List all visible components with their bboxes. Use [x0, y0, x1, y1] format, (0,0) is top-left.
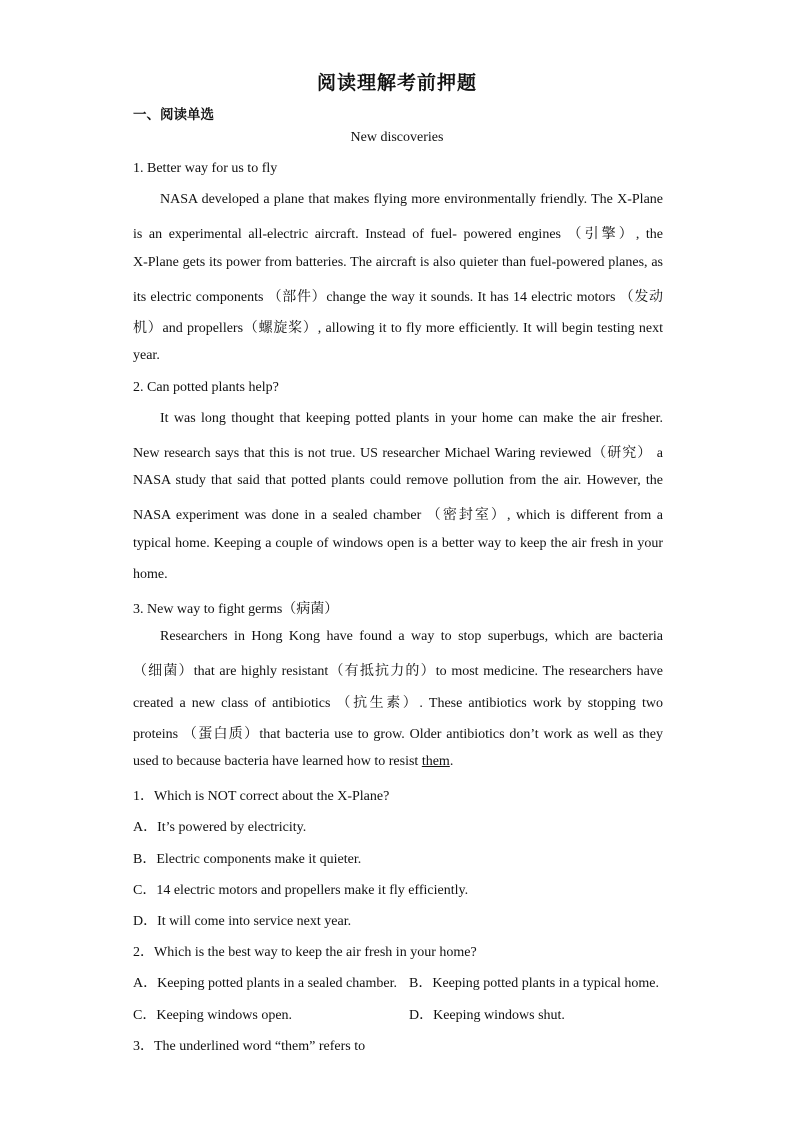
passage-3-line: proteins （蛋白质）that bacteria use to grow. Older antibiotics don’t work as well as they: [133, 727, 663, 742]
passage-3-line: Researchers in Hong Kong have found a way to stop superbugs, which are bacteria: [160, 629, 663, 644]
passage-1-line: year.: [133, 348, 160, 363]
passage-title: New discoveries: [350, 130, 444, 145]
passage-1-line: NASA developed a plane that makes flying more environmentally friendly. The X-Plane: [160, 192, 663, 207]
question-stem-2: 2．Which is the best way to keep the air fresh in your home?: [133, 945, 477, 960]
passage-1-line: is an experimental all-electric aircraft. Instead of fuel- powered engines （引擎）, the: [133, 227, 663, 242]
section-heading: 一、阅读单选: [133, 107, 214, 123]
passage-2-line: NASA study that said that potted plants could remove pollution from the air. However, the: [133, 473, 663, 488]
question-2-option-a[interactable]: A．Keeping potted plants in a sealed chamber.: [133, 976, 397, 991]
question-1-option-d[interactable]: D．It will come into service next year.: [133, 914, 352, 929]
question-stem-1: 1．Which is NOT correct about the X-Plane?: [133, 789, 390, 804]
passage-2-line: NASA experiment was done in a sealed chamber （密封室）, which is different from a: [133, 508, 663, 523]
underlined-word: them: [421, 754, 450, 769]
passage-1-line: X-Plane gets its power from batteries. The aircraft is also quieter than fuel-powered planes, as: [133, 255, 663, 270]
passage-3-period: .: [449, 754, 454, 769]
passage-heading-3: 3. New way to fight germs（病菌）: [133, 602, 339, 617]
passage-2-line: New research says that this is not true. US researcher Michael Waring reviewed（研究） a: [133, 446, 663, 461]
passage-3-text: used to because bacteria have learned how to resist: [133, 754, 422, 769]
passage-2-line: It was long thought that keeping potted plants in your home can make the air fresher.: [160, 411, 663, 426]
question-stem-3: 3．The underlined word “them” refers to: [133, 1039, 366, 1054]
passage-heading-2: 2. Can potted plants help?: [133, 380, 279, 395]
passage-3-line: （细菌）that are highly resistant（有抵抗力的）to most medicine. The researchers have: [133, 664, 663, 679]
passage-3-line: created a new class of antibiotics （抗生素）. These antibiotics work by stopping two: [133, 696, 663, 711]
passage-heading-1: 1. Better way for us to fly: [133, 161, 278, 176]
passage-1-line: 机）and propellers（螺旋桨）, allowing it to fly more efficiently. It will begin testing next: [133, 321, 663, 336]
question-1-option-b[interactable]: B．Electric components make it quieter.: [133, 852, 362, 867]
passage-1-line: its electric components （部件）change the way it sounds. It has 14 electric motors （发动: [133, 290, 663, 305]
question-1-option-c[interactable]: C．14 electric motors and propellers make it fly efficiently.: [133, 883, 469, 898]
question-1-option-a[interactable]: A．It’s powered by electricity.: [133, 820, 307, 835]
question-2-option-c[interactable]: C．Keeping windows open.: [133, 1008, 293, 1023]
question-2-option-b[interactable]: B．Keeping potted plants in a typical home.: [409, 976, 660, 991]
question-2-option-d[interactable]: D．Keeping windows shut.: [409, 1008, 565, 1023]
passage-2-line: typical home. Keeping a couple of windows open is a better way to keep the air fresh in your: [133, 536, 663, 551]
passage-2-line: home.: [133, 567, 168, 582]
document-title: 阅读理解考前押题: [316, 72, 477, 94]
passage-3-last-line: [133, 754, 663, 770]
